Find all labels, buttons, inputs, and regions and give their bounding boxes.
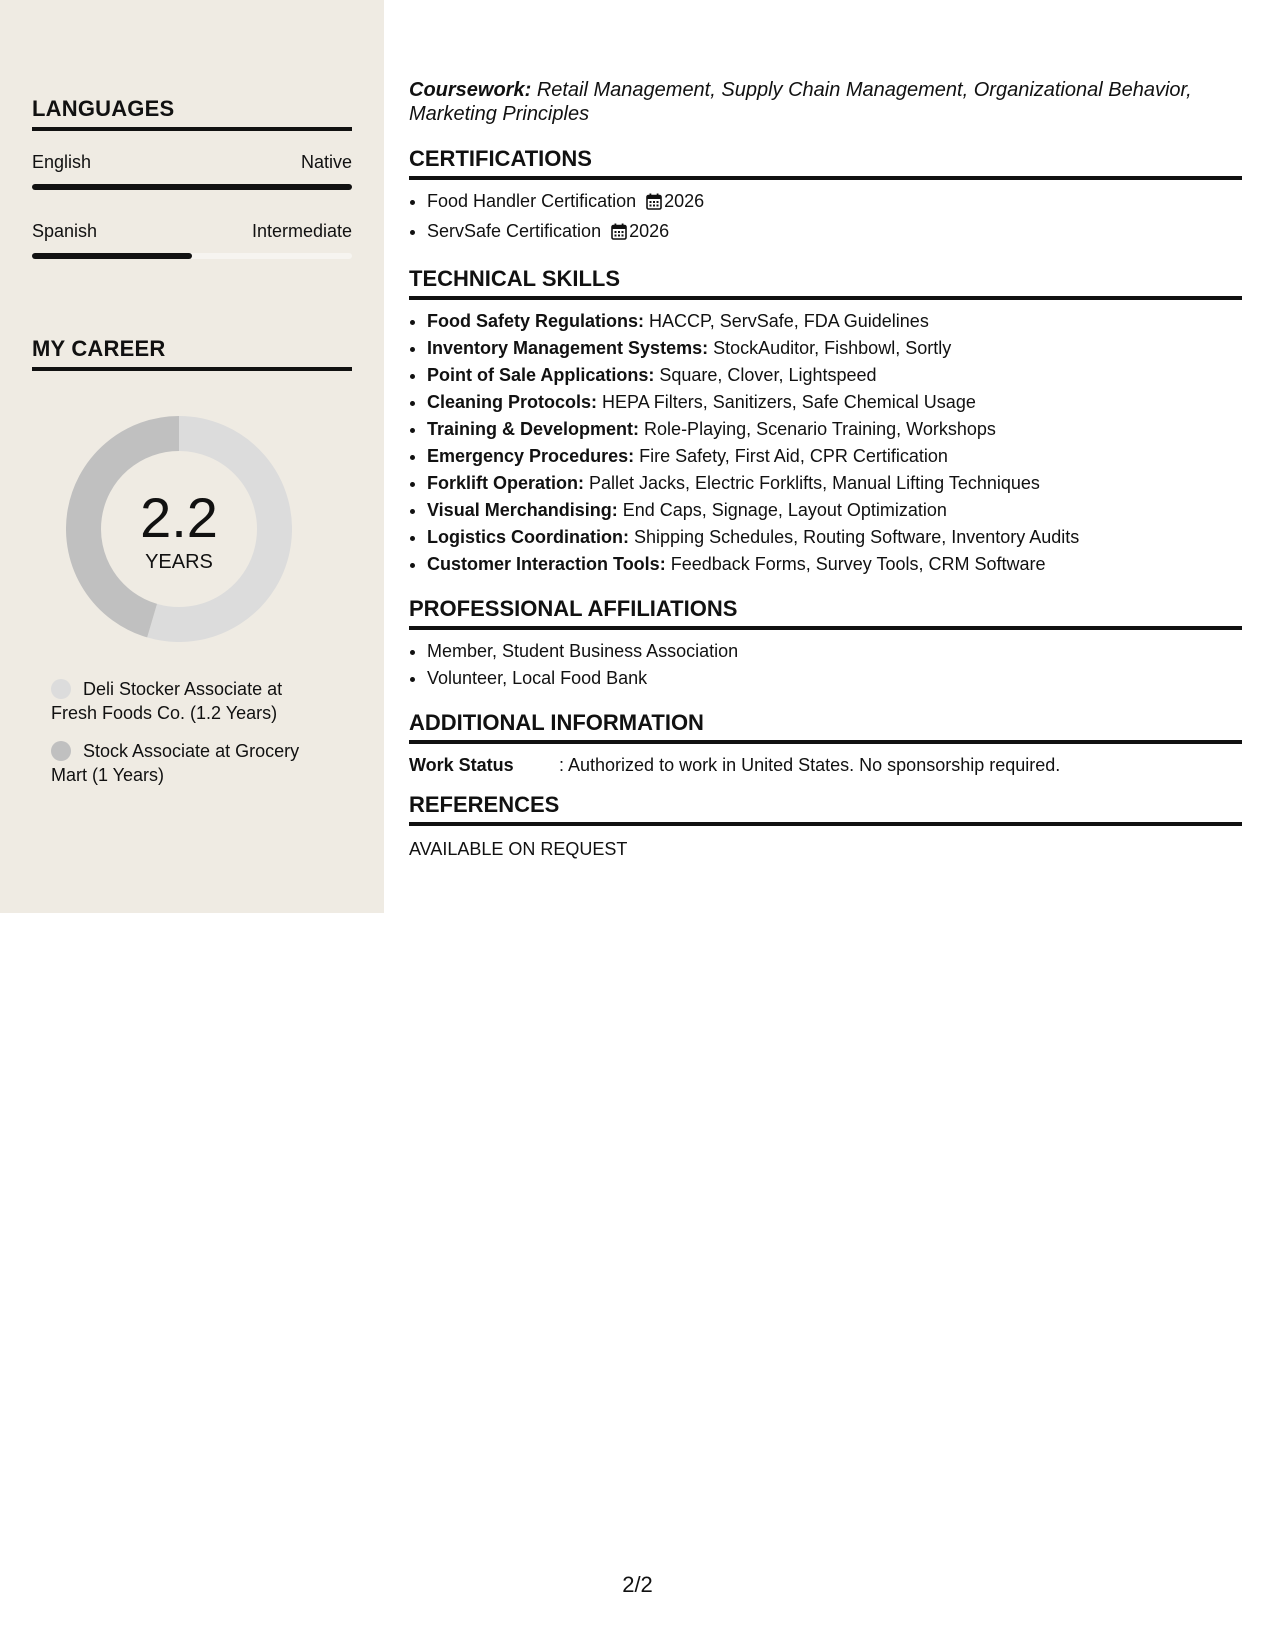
certification-year: 2026 — [664, 191, 705, 211]
calendar-icon — [646, 191, 662, 218]
skill-label: Logistics Coordination: — [427, 527, 629, 547]
main-content — [409, 78, 1242, 862]
skill-text: StockAuditor, Fishbowl, Sortly — [713, 338, 952, 358]
skill-item — [427, 470, 1242, 497]
additional-info-heading: ADDITIONAL INFORMATION — [409, 710, 1242, 744]
legend-dot — [51, 679, 71, 699]
skill-item — [427, 335, 1242, 362]
skill-text: HACCP, ServSafe, FDA Guidelines — [649, 311, 929, 331]
references-text: AVAILABLE ON REQUEST — [409, 839, 628, 859]
skill-text: Fire Safety, First Aid, CPR Certification — [639, 446, 948, 466]
technical-skills-list — [409, 308, 1242, 578]
certification-item — [427, 188, 1242, 218]
skill-item — [427, 362, 1242, 389]
coursework-text: Retail Management, Supply Chain Management, Organizational Behavior, Marketing Principles — [409, 79, 1192, 125]
language-name: Spanish — [32, 221, 98, 241]
skill-text: HEPA Filters, Sanitizers, Safe Chemical Usage — [602, 392, 976, 412]
affiliation-item: • Member, Student Business Association — [427, 638, 1242, 665]
sidebar — [0, 0, 384, 913]
skill-item — [427, 443, 1242, 470]
skill-text: Square, Clover, Lightspeed — [659, 365, 877, 385]
career-total-value: 2.2 — [140, 486, 218, 549]
certification-item — [427, 218, 1242, 248]
skill-item — [427, 416, 1242, 443]
language-bar-fill — [32, 253, 192, 259]
work-status-value: : Authorized to work in United States. No sponsorship required. — [559, 755, 1061, 775]
skill-label: Inventory Management Systems: — [427, 338, 709, 358]
career-donut-chart — [66, 416, 292, 642]
work-status-label: Work Status — [409, 755, 514, 775]
skill-label: Training & Development: — [427, 419, 640, 439]
language-bar-english — [32, 184, 352, 190]
certification-name: Food Handler Certification — [427, 191, 637, 211]
legend-dot — [51, 741, 71, 761]
skill-label: Customer Interaction Tools: — [427, 554, 666, 574]
affiliations-heading: PROFESSIONAL AFFILIATIONS — [409, 596, 1242, 630]
career-total-unit: YEARS — [145, 551, 213, 573]
skill-label: Forklift Operation: — [427, 473, 584, 493]
skill-label: Cleaning Protocols: — [427, 392, 598, 412]
languages-heading: LANGUAGES — [32, 96, 352, 131]
language-level: Intermediate — [251, 221, 352, 241]
skill-item — [427, 308, 1242, 335]
legend-label: Deli Stocker Associate at Fresh Foods Co. (1.2 Years) — [51, 679, 283, 723]
skill-label: Emergency Procedures: — [427, 446, 635, 466]
skill-item — [427, 524, 1242, 551]
certification-year: 2026 — [629, 221, 670, 241]
language-name: English — [32, 152, 92, 172]
certifications-heading: CERTIFICATIONS — [409, 146, 1242, 180]
language-bar-fill — [32, 184, 352, 190]
skill-label: Food Safety Regulations: — [427, 311, 645, 331]
work-status-row — [409, 752, 1242, 778]
skill-text: Pallet Jacks, Electric Forklifts, Manual Lifting Techniques — [589, 473, 1040, 493]
language-bar-spanish — [32, 253, 352, 259]
language-row-spanish — [32, 221, 352, 242]
skill-text: Shipping Schedules, Routing Software, Inventory Audits — [634, 527, 1080, 547]
career-legend-item — [51, 739, 331, 787]
language-level: Native — [300, 152, 352, 172]
legend-label: Stock Associate at Grocery Mart (1 Years) — [51, 741, 300, 785]
page-number: 2/2 — [622, 1572, 653, 1597]
skill-text: End Caps, Signage, Layout Optimization — [622, 500, 947, 520]
references-heading: REFERENCES — [409, 792, 1242, 826]
technical-skills-heading: TECHNICAL SKILLS — [409, 266, 1242, 300]
skill-label: Visual Merchandising: — [427, 500, 618, 520]
career-legend-item — [51, 677, 331, 725]
certifications-list — [409, 188, 1242, 248]
skill-text: Role-Playing, Scenario Training, Workshops — [644, 419, 996, 439]
skill-label: Point of Sale Applications: — [427, 365, 655, 385]
skill-item — [427, 389, 1242, 416]
calendar-icon — [611, 221, 627, 248]
coursework — [409, 78, 1242, 126]
skill-item — [427, 497, 1242, 524]
career-heading: MY CAREER — [32, 336, 352, 371]
affiliation-item: • Volunteer, Local Food Bank — [427, 665, 1242, 692]
certification-name: ServSafe Certification — [427, 221, 602, 241]
coursework-label: Coursework: — [409, 79, 532, 101]
language-row-english — [32, 152, 352, 173]
affiliations-list — [409, 638, 1242, 692]
skill-text: Feedback Forms, Survey Tools, CRM Software — [670, 554, 1046, 574]
skill-item — [427, 551, 1242, 578]
